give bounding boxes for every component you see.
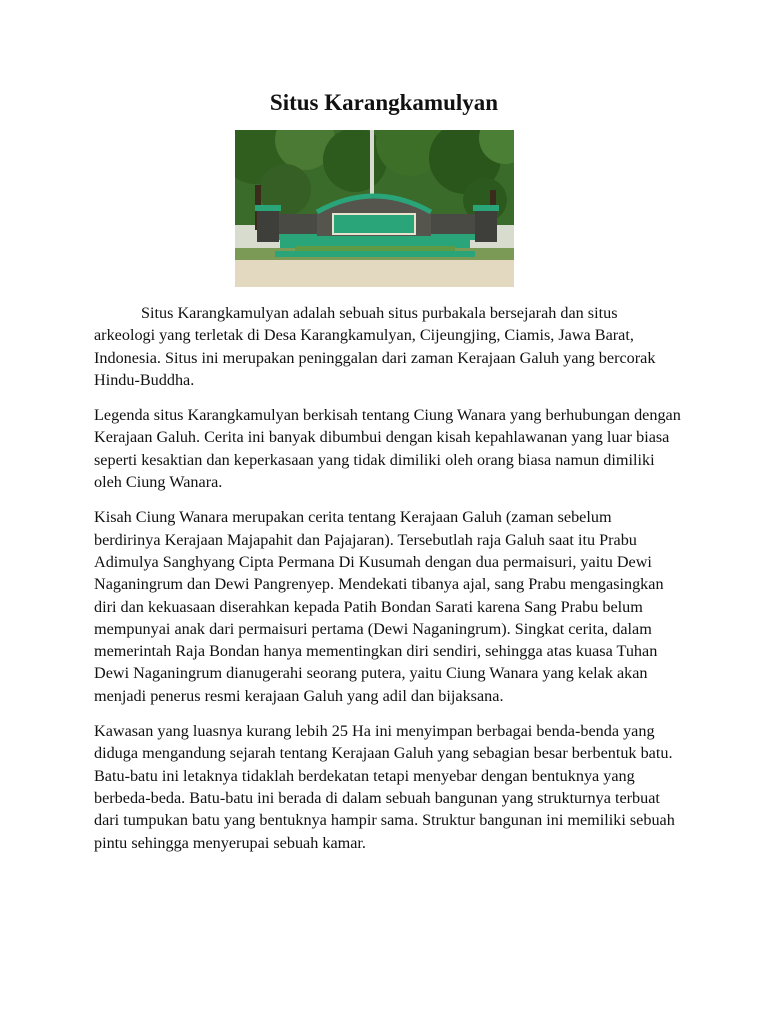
paragraph-story: Kisah Ciung Wanara merupakan cerita tentang Kerajaan Galuh (zaman sebelum berdirinya Kerajaan Majapahit dan Pajajaran). Tersebutlah raja Galuh saat itu Prabu Adimulya Sanghyang Cipta Permana Di Kusumah dengan dua permaisuri, yaitu Dewi Naganingrum dan Dewi Pangrenyep. Mendekati tibanya ajal, sang Prabu mengasingkan diri dan kekuasaan diserahkan kepada Patih Bondan Sarati karena Sang Prabu belum mempunyai anak dari permaisuri pertama (Dewi Naganingrum). Singkat cerita, dalam memerintah Raja Bondan hanya mementingkan diri sendiri, sehingga atas kuasa Tuhan Dewi Naganingrum dianugerahi seorang putera, yaitu Ciung Wanara yang kelak akan menjadi penerus resmi kerajaan Galuh yang adil dan bijaksana.	[94, 508, 664, 705]
site-photo	[235, 130, 514, 287]
paragraph-area: Kawasan yang luasnya kurang lebih 25 Ha ini menyimpan berbagai benda-benda yang diduga mengandung sejarah tentang Kerajaan Galuh yang sebagian besar berbentuk batu. Batu-batu ini letaknya tidaklah berdekatan tetapi menyebar dengan bentuknya yang berbeda-beda. Batu-batu ini berada di dalam sebuah bangunan yang strukturnya terbuat dari tumpukan batu yang bentuknya hampir sama. Struktur bangunan ini memiliki sebuah pintu sehingga menyerupai sebuah kamar.	[94, 722, 675, 852]
paragraph-legend: Legenda situs Karangkamulyan berkisah tentang Ciung Wanara yang berhubungan dengan Kerajaan Galuh. Cerita ini banyak dibumbui dengan kisah kepahlawanan yang luar biasa seperti kesaktian dan keperkasaan yang tidak dimiliki oleh orang biasa namun dimiliki oleh Ciung Wanara.	[94, 406, 681, 492]
paragraph-intro: Situs Karangkamulyan adalah sebuah situs purbakala bersejarah dan situs arkeologi yang terletak di Desa Karangkamulyan, Cijeungjing, Ciamis, Jawa Barat, Indonesia. Situs ini merupakan peninggalan dari zaman Kerajaan Galuh yang bercorak Hindu-Buddha.	[94, 304, 656, 389]
body-text	[94, 302, 682, 867]
page-title: Situs Karangkamulyan	[269, 90, 499, 115]
